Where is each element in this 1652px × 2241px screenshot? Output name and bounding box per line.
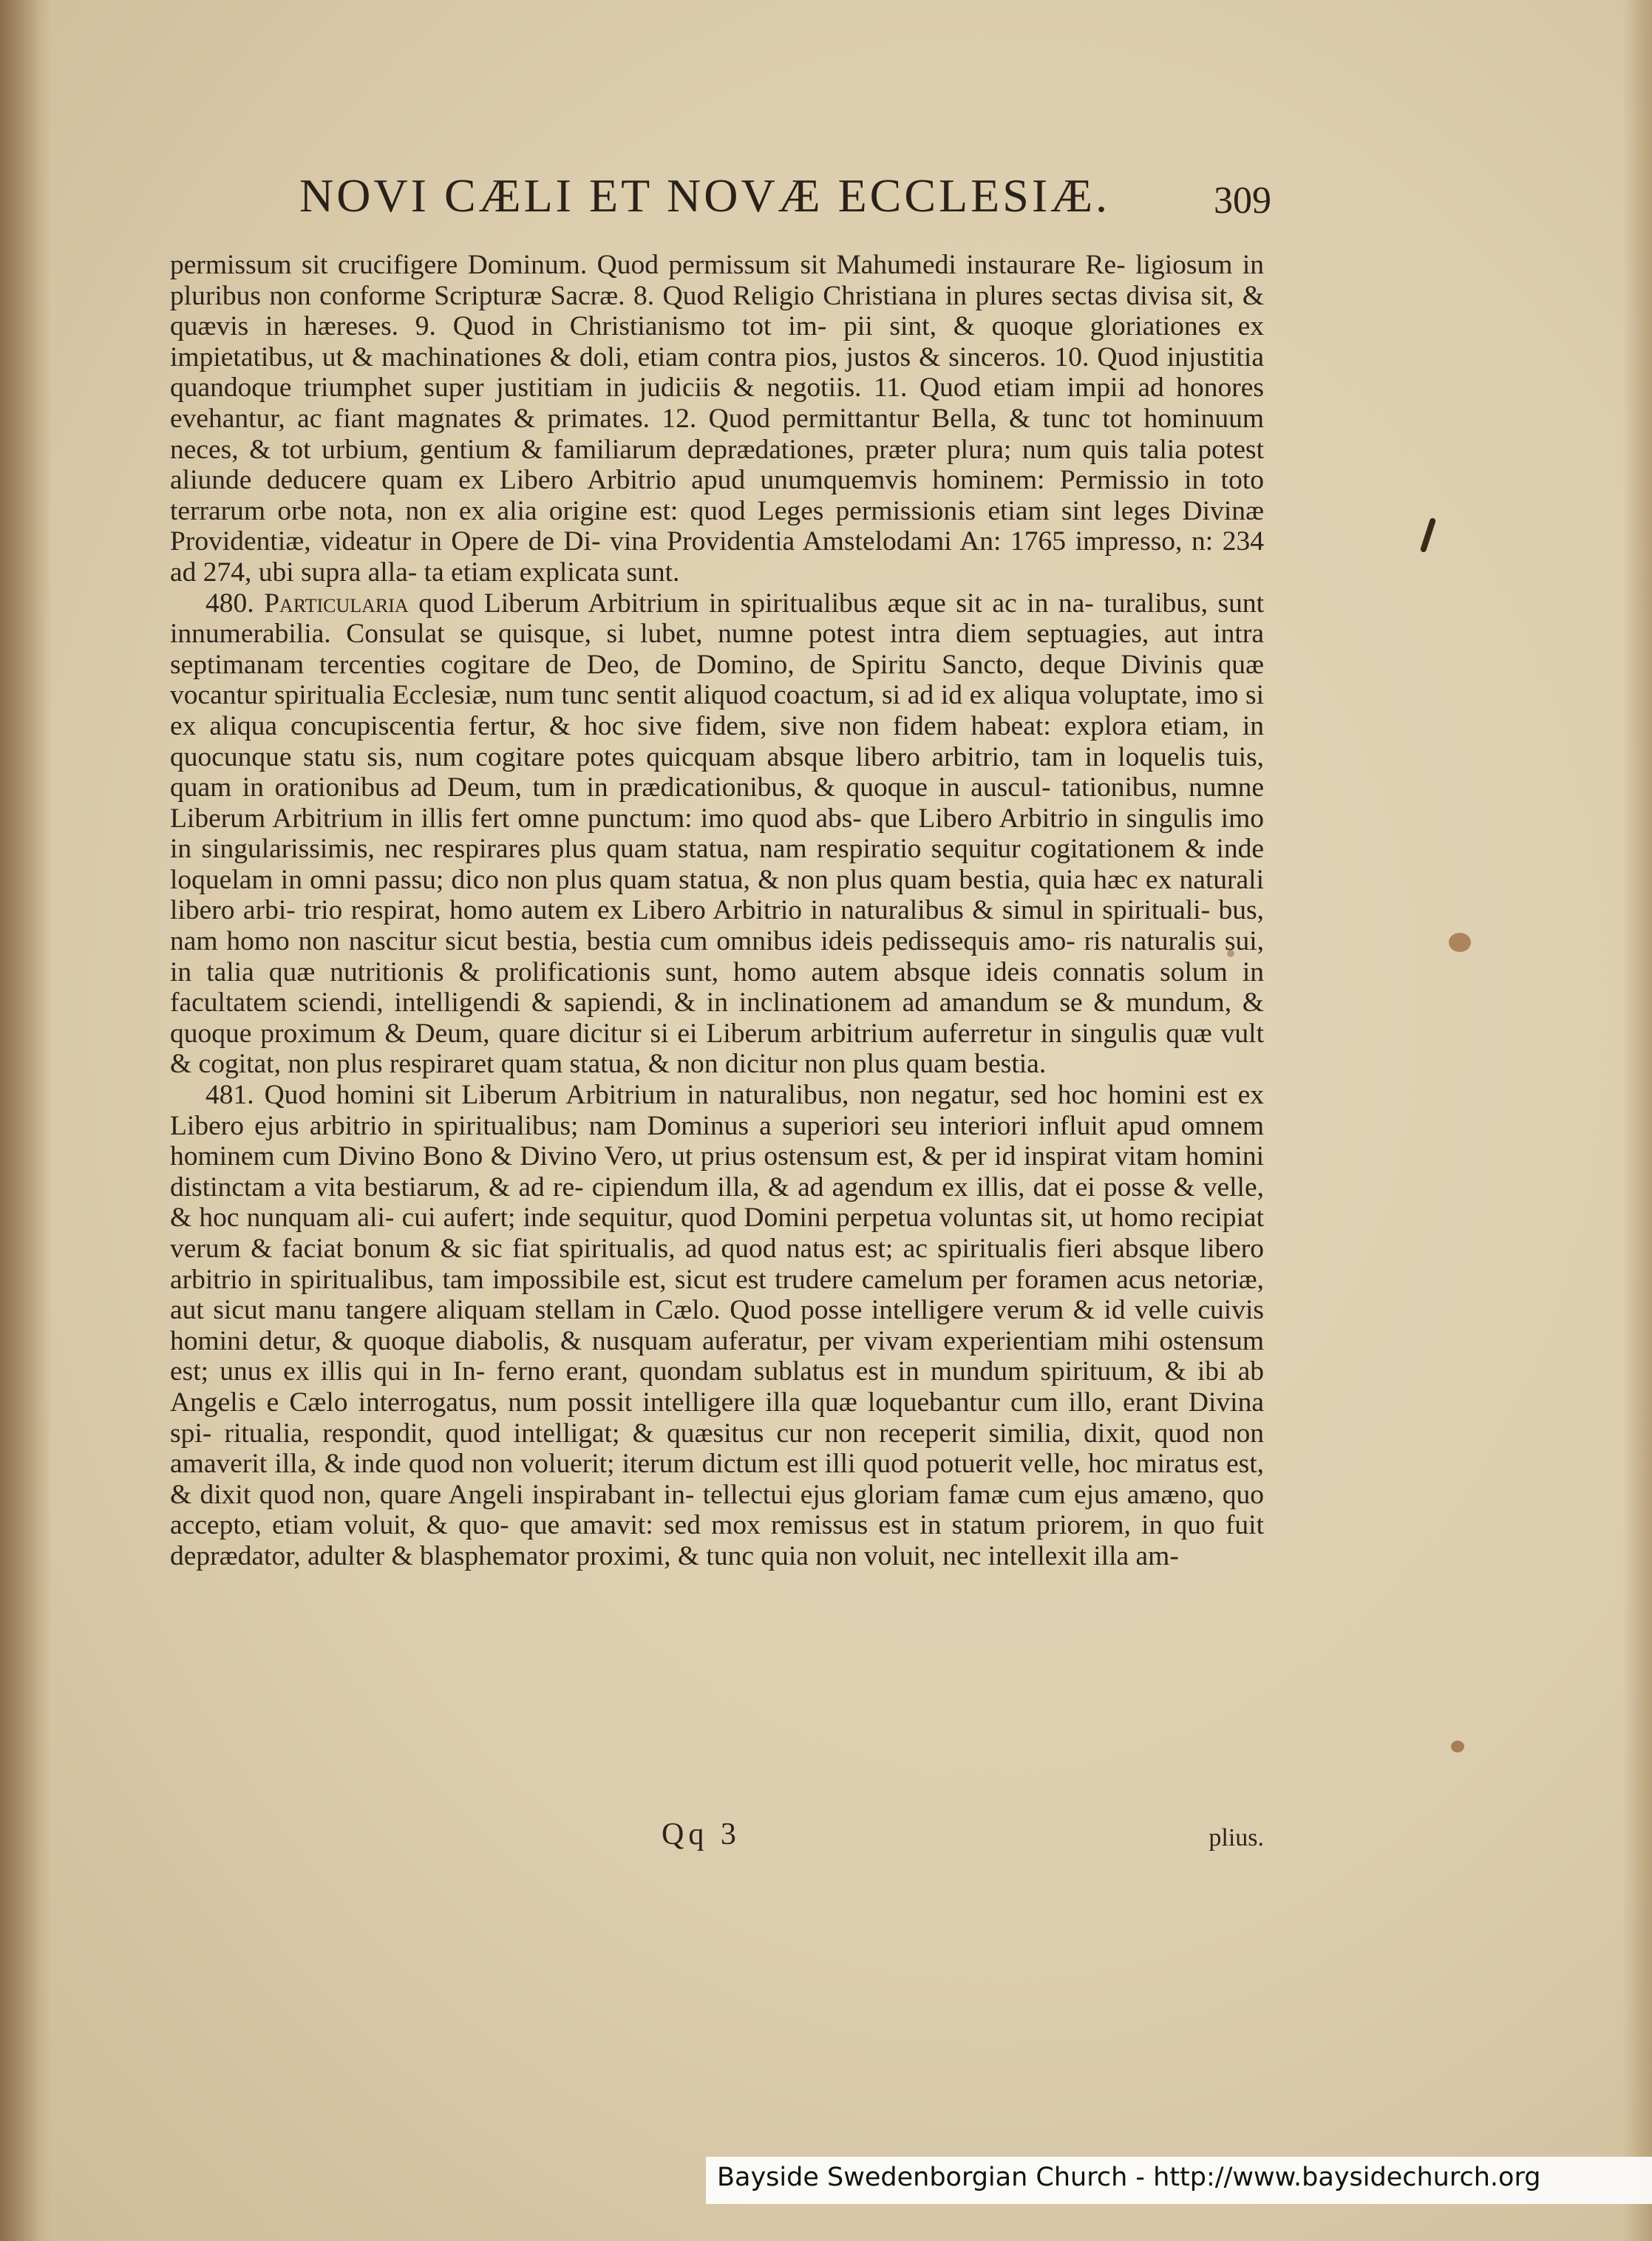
text-line: neces, & tot urbium, gentium & familiarum deprædationes, præter plura; num	[170, 434, 1072, 465]
paragraph-continuation	[170, 250, 1264, 588]
text-line: Spiritu Sancto, deque Divinis quæ vocantur spiritualia Ecclesiæ, num tunc sentit	[170, 649, 1265, 711]
text-line: turalibus, sunt innumerabilia. Consulat se quisque, si lubet, numne potest intra	[170, 588, 1265, 650]
text-line: interrogatus, num possit intelligere illa quæ loquebantur cum illo, erant Divina spi-	[170, 1387, 1264, 1449]
text-line: absque ideis connatis solum in facultatem sciendi, intelligendi & sapiendi, & in	[170, 956, 1265, 1019]
catchword: plius.	[1209, 1824, 1264, 1851]
lead-word: Particularia	[264, 588, 409, 619]
text-line: diem septuagies, aut intra septimanam tercenties cogitare de Deo, de Domino, de	[170, 619, 1264, 680]
text-line: in plures sectas divisa sit, & quævis in hæreses. 9. Quod in Christianismo tot im-	[170, 280, 1265, 342]
text-line: statu sis, num cogitare potes quicquam absque libero arbitrio, tam in loquelis	[303, 741, 1206, 772]
page-footer	[170, 1817, 1264, 1861]
text-line: contra pios, justos & sinceros. 10. Quod injustitia quandoque triumphet super	[170, 341, 1264, 404]
text-line: fiant magnates & primates. 12. Quod permittantur Bella, & tunc tot hominuum	[333, 403, 1264, 434]
text-line: potuerit velle, hoc miratus est, & dixit quod non, quare Angeli inspirabant in-	[170, 1449, 1265, 1510]
text-line: plus respiraret quam statua, & non dicitur non plus quam bestia.	[336, 1049, 1047, 1080]
watermark-credit: Bayside Swedenborgian Church - http://www.baysidechurch.org	[717, 2163, 1541, 2192]
text-line: Leges permissionis etiam sint leges Divinæ Providentiæ, videatur in Opere de Di-	[170, 495, 1264, 557]
text-line: tationibus, numne Liberum Arbitrium in illis fert omne punctum: imo quod abs-	[170, 772, 1265, 834]
text-line: cui aufert; inde sequitur, quod Domini perpetua voluntas sit, ut homo recipiat	[401, 1203, 1264, 1234]
binding-gutter	[0, 0, 52, 2241]
text-line: aliquod coactum, si ad id ex aliqua voluptate, imo si ex aliqua concupiscentia	[170, 680, 1265, 741]
body-text	[170, 250, 1264, 1572]
text-line: que Libero Arbitrio in singulis imo in singularissimis, nec respirares plus quam	[170, 803, 1265, 865]
text-line: camelum per foramen acus netoriæ, aut sicut manu tangere aliquam stellam in Cælo.	[170, 1264, 1265, 1326]
text-line: homini est ex Libero ejus arbitrio in spiritualibus; nam Dominus a superiori seu	[170, 1080, 1264, 1141]
text-line: ostensum est, & per id inspirat vitam homini distinctam a vita bestiarum, & ad re-	[170, 1141, 1265, 1203]
text-line: quod non amaverit illa, & inde quod non voluerit; iterum dictum est illi quod	[170, 1418, 1265, 1480]
text-line: inclinationem ad amandum se & mundum, & quoque proximum & Deum, quare	[170, 987, 1264, 1049]
text-line: ta etiam explicata sunt.	[424, 557, 680, 588]
text-line: tuis, quam in orationibus ad Deum, tum in prædicationibus, & quoque in auscul-	[170, 741, 1265, 803]
text-line: ris naturalis sui, in talia quæ nutritionis & prolificationis sunt, homo autem	[170, 926, 1265, 987]
paragraph-number: 480.	[205, 588, 254, 619]
text-line: justitiam in judiciis & negotiis. 11. Quod etiam impii ad honores evehantur, ac	[170, 373, 1264, 434]
ink-stain	[1449, 933, 1471, 952]
text-line: statua, nam respiratio sequitur cogitationem & inde loquelam in omni passu; dico	[170, 834, 1264, 895]
text-line: ferno erant, quondam sublatus est in mundum spirituum, & ibi ab Angelis e Cælo	[170, 1356, 1264, 1418]
text-line: quis talia potest aliunde deducere quam ex Libero Arbitrio apud unumquemvis	[170, 434, 1264, 496]
running-title: NOVI CÆLI ET NOVÆ ECCLESIÆ.	[299, 169, 1111, 222]
text-line: ligiosum in pluribus non conforme Scripturæ Sacræ. 8. Quod Religio Christiana	[170, 250, 1265, 311]
paragraph-481	[170, 1080, 1264, 1572]
text-line: interiori influit apud omnem hominem cum Divino Bono & Divino Vero, ut prius	[170, 1110, 1264, 1172]
text-line: quod Liberum Arbitrium in spiritualibus æque sit ac in na-	[408, 588, 1094, 619]
text-line: permissum sit crucifigere Dominum. Quod permissum sit Mahumedi instaurare Re-	[170, 250, 1126, 280]
text-line: ritualia, respondit, quod intelligat; & quæsitus cur non receperit similia, dixit,	[224, 1418, 1142, 1449]
paragraph-480	[170, 588, 1264, 1081]
page-edge	[1622, 0, 1652, 2241]
text-line: trio respirat, homo autem ex Libero Arbitrio in naturalibus & simul in spirituali-	[304, 895, 1211, 926]
text-line: non plus quam statua, & non plus quam bestia, quia hæc ex naturali libero arbi-	[170, 864, 1265, 926]
text-line: bus, nam homo non nascitur sicut bestia, bestia cum omnibus ideis pedissequis amo-	[170, 895, 1265, 957]
ink-stain	[1451, 1741, 1464, 1752]
text-line: pii sint, & quoque gloriationes ex impietatibus, ut & machinationes & doli, etiam	[170, 311, 1265, 373]
text-line: adulter & blasphemator proximi, & tunc quia non voluit, nec intellexit illa am-	[307, 1540, 1179, 1571]
page-number: 309	[1214, 180, 1271, 222]
text-line: vina Providentia Amstelodami An: 1765 impresso, n: 234 ad 274, ubi supra alla-	[170, 526, 1264, 588]
page-header	[170, 169, 1271, 235]
text-line: cipiendum illa, & ad agendum ex illis, dat ei posse & velle, & hoc nunquam ali-	[170, 1171, 1264, 1234]
text-line: tellectui ejus gloriam famæ cum ejus amæno, quo accepto, etiam voluit, & quo-	[170, 1479, 1264, 1541]
signature-mark: Qq 3	[662, 1817, 741, 1851]
paragraph-number: 481.	[205, 1080, 254, 1111]
text-line: fieri absque libero arbitrio in spiritualibus, tam impossibile est, sicut est trudere	[170, 1234, 1265, 1295]
text-line: verum & faciat bonum & sic fiat spiritualis, ad quod natus est; ac spiritualis	[170, 1234, 1047, 1264]
text-line: hominem: Permissio in toto terrarum orbe nota, non ex alia origine est: quod	[170, 465, 1264, 526]
text-line: fertur, & hoc sive fidem, sive non fidem habeat: explora etiam, in quocunque	[170, 710, 1264, 772]
text-line: Quod posse intelligere verum & id velle cuivis homini detur, & quoque diabolis, &	[170, 1295, 1264, 1356]
text-line: nusquam auferatur, per vivam experientiam mihi ostensum est; unus ex illis qui in In-	[170, 1325, 1265, 1387]
text-line: que amavit: sed mox remissus est in statum priorem, in quo fuit deprædator,	[170, 1510, 1264, 1571]
text-line: Quod homini sit Liberum Arbitrium in naturalibus, non negatur, sed hoc	[254, 1080, 1098, 1111]
text-line: dicitur si ei Liberum arbitrium auferretur in singulis quæ vult & cogitat, non	[170, 1018, 1265, 1080]
